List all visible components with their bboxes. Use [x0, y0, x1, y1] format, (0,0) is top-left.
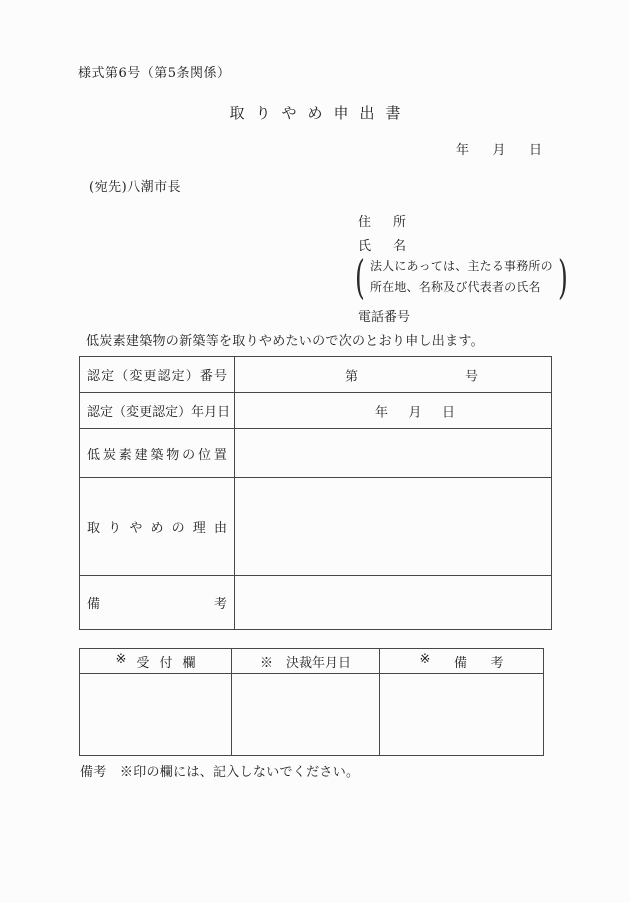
office-table-body-row	[80, 674, 544, 756]
corporate-note	[351, 250, 572, 304]
form-number: 様式第6号（第5条関係）	[78, 66, 231, 81]
corporate-note-line2: 所在地、名称及び代表者の氏名	[369, 280, 541, 294]
office-use-table	[79, 648, 544, 756]
remarks-label-cell	[80, 576, 235, 630]
table-row	[80, 576, 552, 630]
remarks-value-cell	[235, 576, 552, 630]
certification-number-placeholder: 第 号	[345, 369, 478, 384]
corporate-note-line1: 法人にあっては、主たる事務所の	[369, 259, 553, 273]
statement-line: 低炭素建築物の新築等を取りやめたいので次のとおり申し出ます。	[86, 334, 484, 349]
certification-date-label: 認 定 （ 変 更 認 定 ） 年 月 日	[87, 405, 231, 420]
table-row	[80, 357, 552, 393]
footer-note: 備考 ※印の欄には、記入しないでください。	[80, 765, 360, 780]
certification-date-value-cell	[235, 393, 552, 429]
name-label: 氏 名	[358, 239, 406, 254]
building-location-label-cell	[80, 429, 235, 478]
withdrawal-reason-label-cell	[80, 478, 235, 576]
approval-date-column-header-cell	[232, 649, 380, 674]
close-paren: )	[557, 250, 568, 304]
corporate-note-text	[370, 256, 553, 298]
withdrawal-reason-value-cell	[235, 478, 552, 576]
office-table-header-row	[80, 649, 544, 674]
certification-date-label-cell	[80, 393, 235, 429]
submission-date-placeholder: 年 月 日	[456, 143, 542, 158]
reception-cell	[80, 674, 232, 756]
office-remarks-column-header: ※ 備 考	[419, 651, 504, 671]
open-paren: (	[355, 250, 365, 304]
page-title: 取りやめ申出書	[229, 104, 412, 122]
certification-number-value-cell	[235, 357, 552, 393]
phone-label: 電話番号	[358, 310, 411, 325]
table-row	[80, 393, 552, 429]
approval-date-column-header: ※ 決裁年月日	[259, 655, 351, 671]
office-remarks-cell	[380, 674, 544, 756]
building-location-label: 低 炭 素 建 築 物 の 位 置	[87, 447, 227, 463]
address-label: 住 所	[358, 215, 406, 230]
building-location-value-cell	[235, 429, 552, 478]
table-row	[80, 478, 552, 576]
approval-date-cell	[232, 674, 380, 756]
main-table	[79, 356, 552, 630]
reception-column-header: ※ 受 付 欄	[115, 651, 196, 671]
addressee-line: (宛先)八潮市長	[89, 180, 182, 195]
table-row	[80, 429, 552, 478]
remarks-label: 備 考	[87, 597, 227, 612]
office-remarks-column-header-cell	[380, 649, 544, 674]
reception-column-header-cell	[80, 649, 232, 674]
certification-date-placeholder: 年 月 日	[375, 405, 455, 420]
withdrawal-reason-label: 取 り や め の 理 由	[87, 521, 227, 536]
certification-number-label-cell	[80, 357, 235, 393]
certification-number-label: 認 定 （ 変 更 認 定 ） 番 号	[87, 369, 227, 384]
